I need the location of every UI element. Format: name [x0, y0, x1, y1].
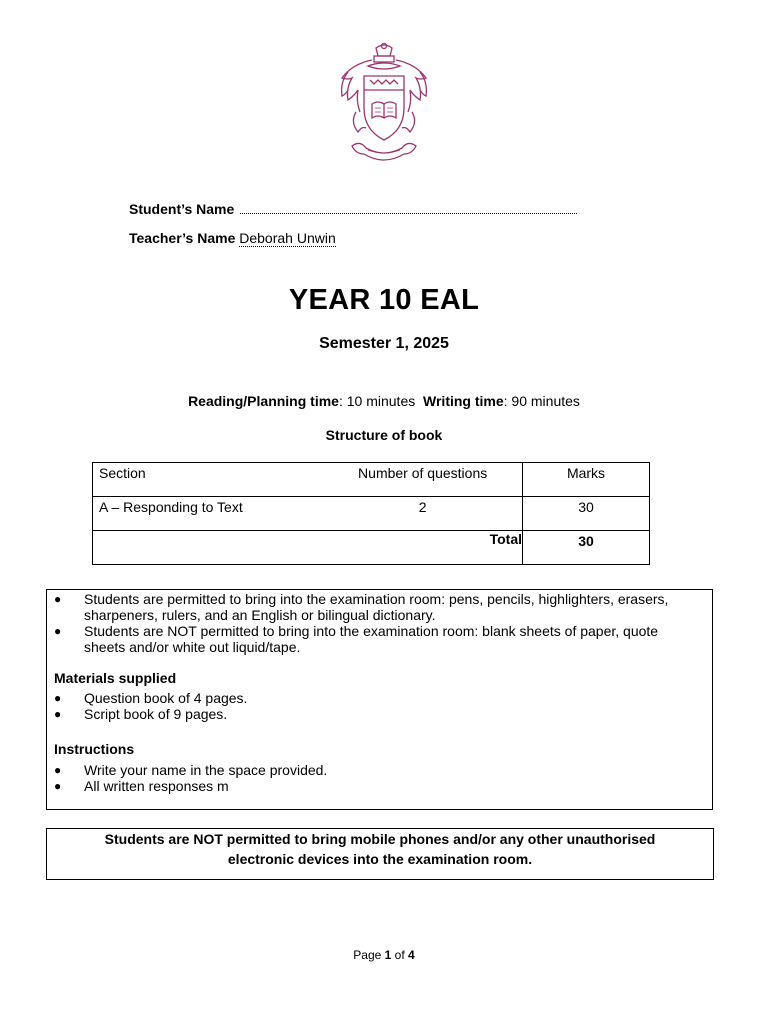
exam-timing [0, 393, 768, 409]
reading-time-label: Reading/Planning time [188, 393, 339, 409]
header-section: Section [93, 463, 324, 497]
permitted-items-list [47, 591, 712, 655]
structure-table [92, 462, 650, 565]
row-questions: 2 [323, 497, 522, 531]
total-label: Total [93, 531, 523, 565]
material-text: Question book of 4 pages. [84, 690, 248, 706]
warning-line-1: Students are NOT permitted to bring mobile phones and/or any other unauthorised [104, 831, 656, 847]
page-footer [0, 948, 768, 962]
semester-label: Semester 1, 2025 [319, 335, 449, 352]
student-name-row [129, 201, 577, 217]
reading-time-value: : 10 minutes [338, 393, 416, 409]
bullet-icon: ● [54, 707, 62, 721]
student-name-field[interactable] [240, 201, 577, 214]
writing-time-label: Writing time [423, 393, 504, 409]
header-questions: Number of questions [323, 463, 522, 497]
material-text: Script book of 9 pages. [84, 706, 228, 722]
exam-title: YEAR 10 EAL [288, 284, 480, 316]
list-item [47, 778, 712, 794]
header-marks: Marks [523, 463, 650, 497]
row-section: A – Responding to Text [93, 497, 324, 531]
list-item [47, 623, 682, 655]
exam-rules-box [46, 589, 713, 810]
teacher-name-value: Deborah Unwin [239, 230, 336, 246]
school-crest-logo [334, 42, 434, 166]
instruction-text: All written responses m [84, 778, 229, 794]
materials-list [47, 690, 712, 722]
bullet-icon: ● [54, 691, 62, 705]
bullet-icon: ● [54, 624, 62, 638]
current-page-number: 1 [384, 948, 392, 962]
bullet-icon: ● [54, 592, 62, 606]
of-word: of [391, 948, 409, 962]
warning-line-2: electronic devices into the examination room. [227, 851, 533, 867]
table-header-row [93, 463, 650, 497]
row-marks: 30 [523, 497, 650, 531]
bullet-icon: ● [54, 779, 62, 793]
page-word: Page [353, 948, 385, 962]
device-warning-box [46, 828, 714, 880]
materials-heading: Materials supplied [54, 670, 177, 686]
not-permitted-text: Students are NOT permitted to bring into the examination room: blank sheets of paper, quote sheets and/or white out liquid/tape. [84, 623, 659, 655]
bullet-icon: ● [54, 763, 62, 777]
total-value: 30 [523, 531, 650, 565]
table-total-row [93, 531, 650, 565]
instructions-heading: Instructions [54, 741, 135, 757]
teacher-name-row [129, 230, 336, 246]
list-item [47, 591, 682, 623]
instruction-text: Write your name in the space provided. [84, 762, 328, 778]
list-item [47, 706, 712, 722]
permitted-text: Students are permitted to bring into the examination room: pens, pencils, highlighters, erasers, sharpeners, rulers, and an English or bilingual dictionary. [84, 591, 669, 623]
list-item [47, 690, 712, 706]
structure-heading: Structure of book [325, 427, 443, 443]
teacher-name-label: Teacher’s Name [129, 230, 236, 246]
instructions-list [47, 762, 712, 794]
writing-time-value: : 90 minutes [503, 393, 580, 409]
total-page-number: 4 [408, 948, 415, 962]
table-row [93, 497, 650, 531]
student-name-label: Student’s Name [129, 201, 235, 217]
list-item [47, 762, 712, 778]
